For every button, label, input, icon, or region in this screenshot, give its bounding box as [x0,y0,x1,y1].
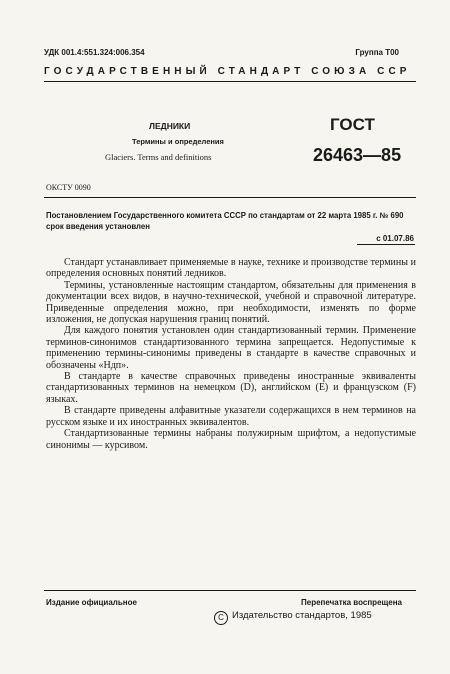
gost-label: ГОСТ [330,115,375,134]
middle-divider [44,197,416,198]
document-title-ru: ЛЕДНИКИ [149,121,191,131]
publisher-text: Издательство стандартов, 1985 [232,610,372,621]
udk-code: УДК 001.4:551.324:006.354 [44,48,145,57]
group-code: Группа Т00 [355,48,399,57]
gost-number: 26463—85 [313,145,402,165]
body-paragraph: Для каждого понятия установлен один стандартизованный термин. Применение терминов-синонимов стандартизованного термина запрещается. Недопустимые к применению термины-синонимы приведены в стандарте в качестве справочных и обозначены «Ндп». [46,325,416,371]
date-underline [357,244,415,245]
okstu-code: ОКСТУ 0090 [46,183,91,192]
official-edition-label: Издание официальное [46,598,137,607]
top-divider [44,81,416,82]
document-title-en: Glaciers. Terms and definitions [105,152,212,162]
body-paragraph: Термины, установленные настоящим стандартом, обязательны для применения в документации всех видов, в научно-технической, учебной и справочной литературе. Приведенные определения можно, при необходимости, изменять по форме изложения, не допуская нарушения границ понятий. [46,279,416,326]
body-paragraph: В стандарте в качестве справочных приведены иностранные эквиваленты стандартизованных терминов на немецком (D), английском (E) и французском (F) языках. [46,371,416,405]
reprint-notice: Перепечатка воспрещена [301,598,402,607]
body-paragraph: В стандарте приведены алфавитные указатели содержащихся в нем терминов на русском языке и их иностранных эквивалентов. [46,405,416,428]
decree-text: Постановлением Государственного комитета СССР по стандартам от 22 марта 1985 г. № 690 срок введения установлен [46,211,404,231]
copyright-icon: С [214,611,228,625]
publisher-line [214,610,372,625]
body-paragraph: Стандартизованные термины набраны полужирным шрифтом, а недопустимые синонимы — курсивом. [46,428,416,451]
body-text [46,257,416,451]
standard-heading: ГОСУДАРСТВЕННЫЙ СТАНДАРТ СОЮЗА ССР [44,66,411,77]
document-subtitle-ru: Термины и определения [132,137,224,146]
effective-date: с 01.07.86 [376,234,414,243]
bottom-divider [44,590,416,591]
body-paragraph: Стандарт устанавливает применяемые в науке, технике и производстве термины и определения основных понятий ледников. [46,257,416,280]
